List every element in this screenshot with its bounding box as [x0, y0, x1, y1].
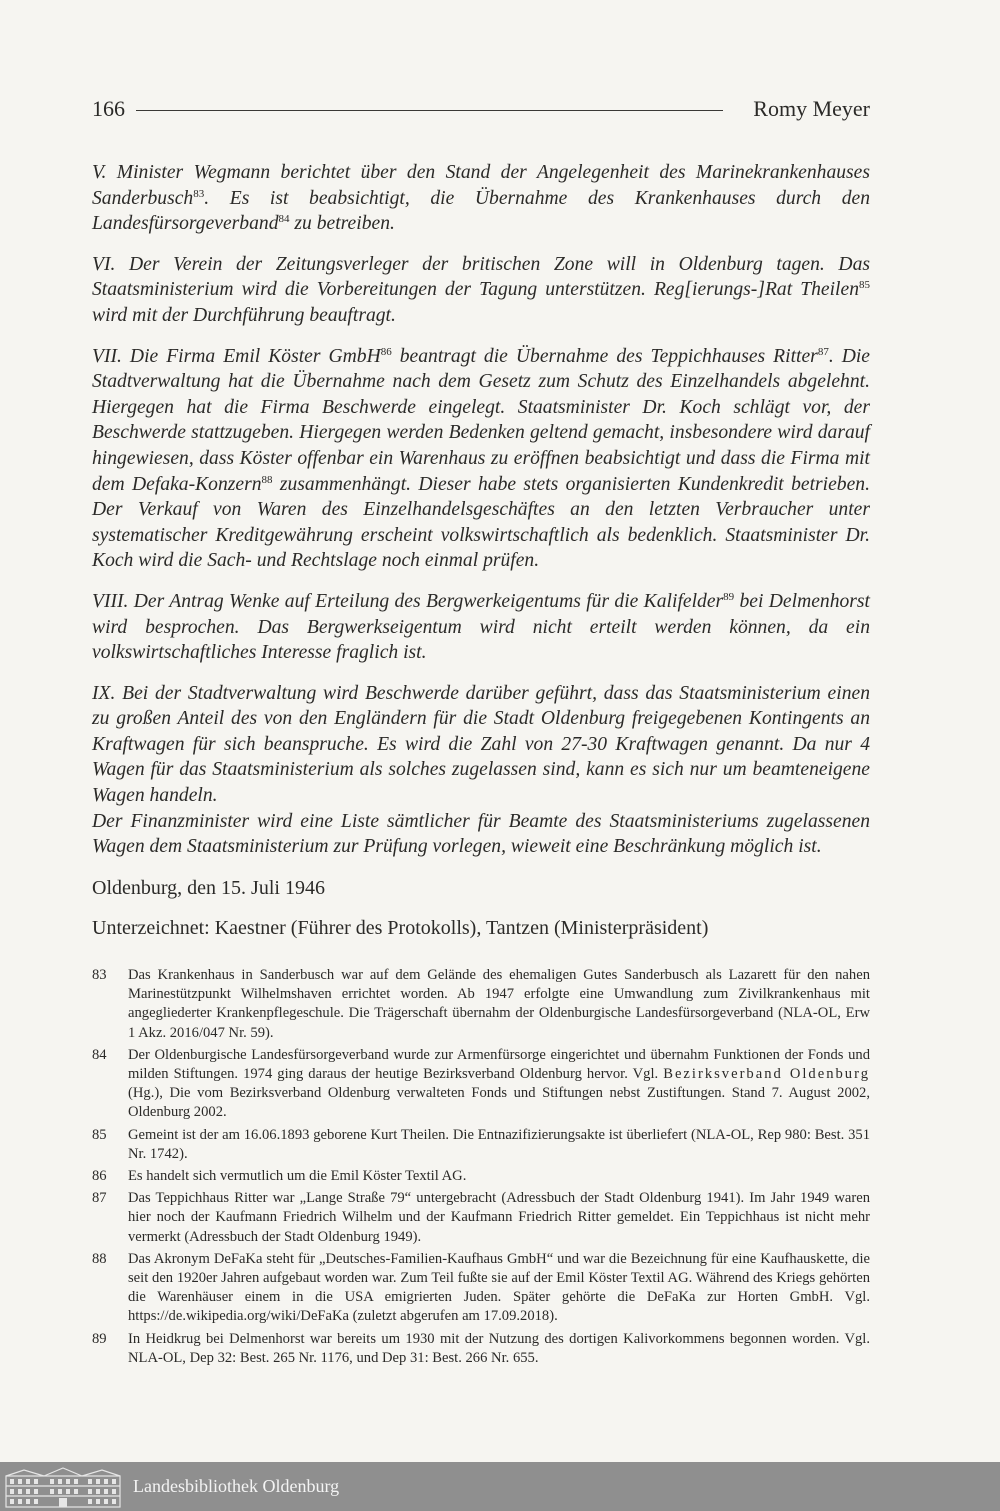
- footnote-number: 88: [92, 1250, 107, 1267]
- protocol-body: [92, 160, 870, 941]
- footnote-ref: 85: [859, 279, 870, 292]
- header-rule: [136, 110, 723, 111]
- footnote: 88 Das Akronym DeFaKa steht für „Deutsches-Familien-Kaufhaus GmbH“ und war die Bezeichnung für eine Kaufhauskette, die seit den 1920er Jahren aufgebaut worden war. Zum Teil fußte sie auf der Emil Köster Textil AG. Während des Kriegs gehörten die Warenhäuser einem in die USA emigrierten Juden. Später gehörte die DeFaKa zur Horten GmbH. Vgl. https://de.wikipedia.org/wiki/DeFaKa (zuletzt abgerufen am 17.09.2018).: [92, 1250, 870, 1325]
- paragraph-ix-continued: Der Finanzminister wird eine Liste sämtlicher für Beamte des Staatsministeriums zugelassenen Wagen dem Staatsministerium zur Prüfung vorlegen, wieweit eine Beschränkung möglich ist.: [92, 810, 870, 858]
- signature-line: Unterzeichnet: Kaestner (Führer des Protokolls), Tantzen (Ministerpräsident): [92, 916, 709, 939]
- footnote-number: 84: [92, 1046, 107, 1063]
- paragraph-ix: IX. Bei der Stadtverwaltung wird Beschwerde darüber geführt, dass das Staatsministerium einen zu großen Anteil des von den Engländern für die Stadt Oldenburg freigegebenen Kontingents an Kraftwagen für sich beanspruche. Es wird die Zahl von 27-30 Kraftwagen genannt. Da nur 4 Wagen für das Staatsministerium als solches zugelassen sind, kann es sich nur um beamteneigene Wagen handeln.: [92, 682, 870, 807]
- footnote-ref: 89: [723, 590, 735, 603]
- paragraph-vii: VII. Die Firma Emil Köster GmbH$^{86}$ beantragt die Übernahme des Teppichhauses Ritter$^{87}$. Die Stadtverwaltung hat die Übernahme nach dem Gesetz zum Schutz des Einzelhandels abgelehnt. Hiergegen hat die Firma Beschwerde eingelegt. Staatsminister Dr. Koch schlägt vor, der Beschwerde stattzugeben. Hiergegen werden Bedenken geltend gemacht, insbesondere wird darauf hingewiesen, dass Köster offenbar ein Warenhaus zu eröffnen beabsichtigt und dass die Firma mit dem Defaka-Konzern$^{88}$ zusammenhängt. Dieser habe stets organisierten Kundenkredit betrieben. Der Verkauf von Waren des Einzelhandelsgeschäftes an den letzten Verbraucher unter systematischer Kreditgewährung erscheint volkswirtschaftlich als bedenklich. Staatsminister Dr. Koch wird die Sach- und Rechtslage noch einmal prüfen.: [92, 345, 871, 572]
- library-footer-banner: [0, 1462, 1000, 1511]
- footnote-ref: 83: [193, 187, 205, 200]
- library-name: Landesbibliothek Oldenburg: [133, 1476, 340, 1496]
- footnote-ref: 87: [817, 345, 829, 358]
- footnote-number: 87: [92, 1190, 107, 1207]
- paragraph-vi: VI. Der Verein der Zeitungsverleger der britischen Zone will in Oldenburg tagen. Das Staatsministerium wird die Vorbereitungen der Tagung unterstützen. Reg[ierungs-]Rat Theilen$^{85}$ wird mit der Durchführung beauftragt.: [92, 253, 870, 326]
- footnotes: [92, 966, 870, 1371]
- page-header: [92, 96, 870, 126]
- footnote: 86 Es handelt sich vermutlich um die Emil Köster Textil AG.: [92, 1167, 870, 1186]
- page-number: 166: [92, 96, 125, 121]
- footnote: 89 In Heidkrug bei Delmenhorst war bereits um 1930 mit der Nutzung des dortigen Kalivorkommens begonnen worden. Vgl. NLA-OL, Dep 32: Best. 265 Nr. 1176, und Dep 31: Best. 266 Nr. 655.: [92, 1330, 870, 1366]
- library-building-logo-icon: [4, 1466, 122, 1508]
- running-head-author: Romy Meyer: [753, 96, 870, 121]
- footnote: 87 Das Teppichhaus Ritter war „Lange Straße 79“ untergebracht (Adressbuch der Stadt Oldenburg 1941). Im Jahr 1949 waren hier noch der Kaufmann Friedrich Wilhelm und der Kaufmann Friedrich Ritter gemeldet. Ein Teppichhaus ist nicht mehr vermerkt (Adressbuch der Stadt Oldenburg 1949).: [92, 1190, 870, 1245]
- footnote-number: 89: [92, 1330, 107, 1347]
- footnote: 85 Gemeint ist der am 16.06.1893 geborene Kurt Theilen. Die Entnazifizierungsakte ist überliefert (NLA-OL, Rep 980: Best. 351 Nr. 1742).: [92, 1126, 870, 1162]
- footnote: 84 Der Oldenburgische Landesfürsorgeverband wurde zur Armenfürsorge eingerichtet und übernahm Funktionen der Fonds und milden Stiftungen. 1974 ging daraus der heutige Bezirksverband Oldenburg hervor. Vgl. Bezirksverband Oldenburg (Hg.), Die vom Bezirksverband Oldenburg verwalteten Fonds und Stiftungen nebst Zustiftungen. Stand 7. August 2002, Oldenburg 2002.: [92, 1046, 870, 1121]
- footnote-number: 85: [92, 1126, 107, 1143]
- spaced-author: Bezirksverband Oldenburg: [663, 1066, 870, 1083]
- footnote-ref: 86: [380, 345, 392, 358]
- footnote: 83 Das Krankenhaus in Sanderbusch war auf dem Gelände des ehemaligen Gutes Sanderbusch als Lazarett für den nahen Marinestützpunkt Wilhelmshaven errichtet worden. Ab 1947 erfolgte eine Umwandlung zum Zivilkrankenhaus mit angegliederter Krankenpflegeschule. Die Trägerschaft übernahm der Oldenburgische Landesfürsorgeverband (NLA-OL, Erw 1 Akz. 2016/047 Nr. 59).: [92, 967, 870, 1041]
- place-date: Oldenburg, den 15. Juli 1946: [92, 876, 325, 899]
- footnote-ref: 88: [261, 473, 273, 486]
- footnote-number: 83: [92, 967, 107, 983]
- paragraph-viii: VIII. Der Antrag Wenke auf Erteilung des Bergwerkeigentums für die Kalifelder$^{89}$ bei Delmenhorst wird besprochen. Das Bergwerkseigentum wird nicht erteilt werden können, da ein volkswirtschaftliches Interesse fraglich ist.: [92, 590, 871, 664]
- footnote-number: 86: [92, 1168, 107, 1185]
- footnote-ref: 84: [278, 213, 290, 226]
- paragraph-v: V. Minister Wegmann berichtet über den Stand der Angelegenheit des Marinekrankenhauses Sanderbusch$^{83}$. Es ist beabsichtigt, die Übernahme des Krankenhauses durch den Landesfürsorgeverband$^{84}$ zu betreiben.: [92, 162, 870, 235]
